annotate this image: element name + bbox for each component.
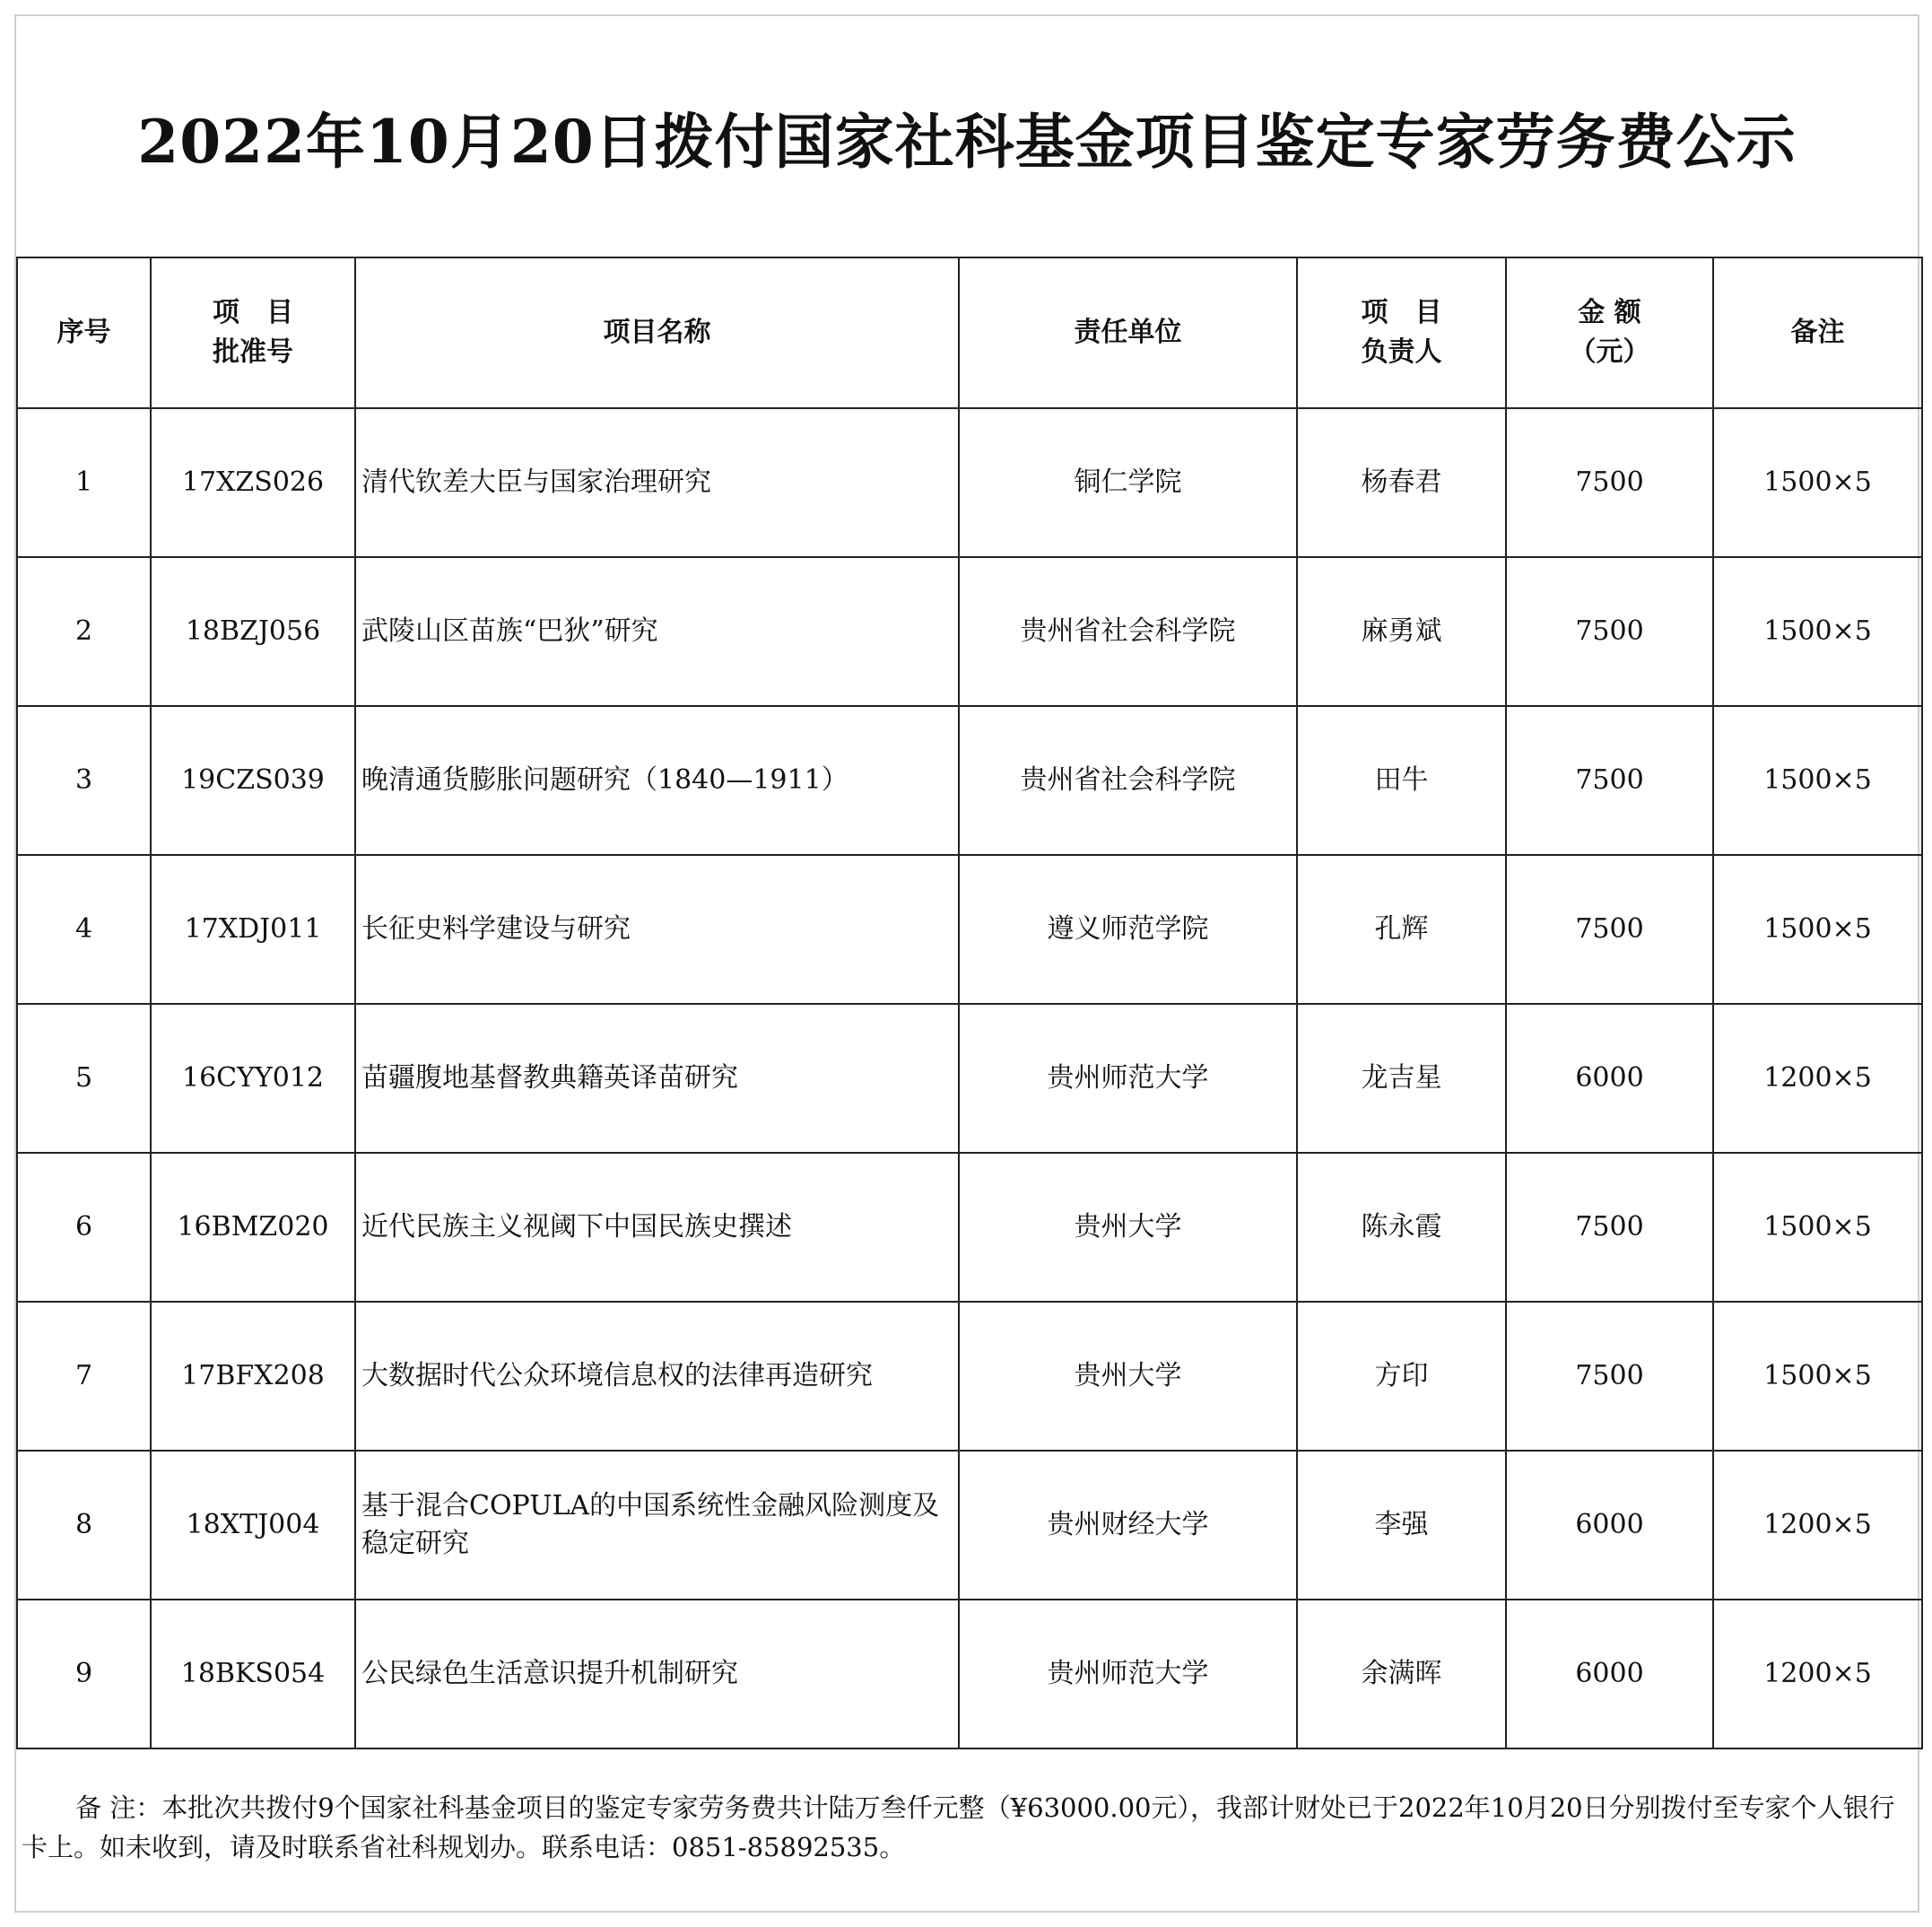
cell-amount: 7500 bbox=[1506, 855, 1713, 1004]
table-row bbox=[17, 1451, 1922, 1600]
cell-project-name: 苗疆腹地基督教典籍英译苗研究 bbox=[355, 1004, 959, 1153]
cell-leader: 杨春君 bbox=[1297, 408, 1506, 557]
cell-approval: 19CZS039 bbox=[151, 706, 355, 855]
cell-leader: 李强 bbox=[1297, 1451, 1506, 1600]
cell-approval: 17XZS026 bbox=[151, 408, 355, 557]
cell-project-name: 基于混合COPULA的中国系统性金融风险测度及稳定研究 bbox=[355, 1451, 959, 1600]
cell-leader: 龙吉星 bbox=[1297, 1004, 1506, 1153]
cell-unit: 遵义师范学院 bbox=[959, 855, 1297, 1004]
cell-project-name: 清代钦差大臣与国家治理研究 bbox=[355, 408, 959, 557]
cell-amount: 6000 bbox=[1506, 1004, 1713, 1153]
header-approval-number bbox=[151, 257, 355, 408]
cell-leader: 田牛 bbox=[1297, 706, 1506, 855]
header-leader bbox=[1297, 257, 1506, 408]
cell-remark: 1200×5 bbox=[1713, 1451, 1922, 1600]
header-seq: 序号 bbox=[17, 257, 151, 408]
cell-project-name: 近代民族主义视阈下中国民族史撰述 bbox=[355, 1153, 959, 1302]
cell-unit: 贵州省社会科学院 bbox=[959, 706, 1297, 855]
footnote-remark: 备 注：本批次共拨付9个国家社科基金项目的鉴定专家劳务费共计陆万叁仟元整（¥63000.00元），我部计财处已于2022年10月20日分别拨付至专家个人银行卡上。如未收到，请及时联系省社科规划办。联系电话：0851-85892535。 bbox=[22, 1792, 1895, 1862]
cell-amount: 7500 bbox=[1506, 1302, 1713, 1451]
cell-remark: 1500×5 bbox=[1713, 706, 1922, 855]
cell-project-name: 晚清通货膨胀问题研究（1840—1911） bbox=[355, 706, 959, 855]
header-approval-line2: 批准号 bbox=[213, 336, 293, 368]
cell-amount: 7500 bbox=[1506, 408, 1713, 557]
cell-amount: 7500 bbox=[1506, 557, 1713, 706]
table-row bbox=[17, 706, 1922, 855]
table-row bbox=[17, 1600, 1922, 1748]
cell-leader: 麻勇斌 bbox=[1297, 557, 1506, 706]
table-row bbox=[17, 557, 1922, 706]
cell-unit: 铜仁学院 bbox=[959, 408, 1297, 557]
cell-seq: 9 bbox=[17, 1600, 151, 1748]
cell-amount: 7500 bbox=[1506, 706, 1713, 855]
cell-leader: 陈永霞 bbox=[1297, 1153, 1506, 1302]
cell-unit: 贵州师范大学 bbox=[959, 1004, 1297, 1153]
cell-amount: 7500 bbox=[1506, 1153, 1713, 1302]
cell-project-name: 公民绿色生活意识提升机制研究 bbox=[355, 1600, 959, 1748]
cell-project-name: 大数据时代公众环境信息权的法律再造研究 bbox=[355, 1302, 959, 1451]
cell-approval: 17XDJ011 bbox=[151, 855, 355, 1004]
cell-seq: 5 bbox=[17, 1004, 151, 1153]
cell-approval: 18BKS054 bbox=[151, 1600, 355, 1748]
cell-leader: 方印 bbox=[1297, 1302, 1506, 1451]
document-sheet bbox=[14, 14, 1919, 1913]
header-remark: 备注 bbox=[1713, 257, 1922, 408]
cell-seq: 2 bbox=[17, 557, 151, 706]
cell-unit: 贵州大学 bbox=[959, 1302, 1297, 1451]
cell-unit: 贵州省社会科学院 bbox=[959, 557, 1297, 706]
page-title: 2022年10月20日拨付国家社科基金项目鉴定专家劳务费公示 bbox=[137, 106, 1797, 177]
cell-leader: 孔辉 bbox=[1297, 855, 1506, 1004]
table-row bbox=[17, 1302, 1922, 1451]
cell-approval: 18BZJ056 bbox=[151, 557, 355, 706]
cell-project-name: 武陵山区苗族“巴狄”研究 bbox=[355, 557, 959, 706]
cell-amount: 6000 bbox=[1506, 1600, 1713, 1748]
fee-table bbox=[16, 257, 1923, 1749]
cell-unit: 贵州大学 bbox=[959, 1153, 1297, 1302]
table-row bbox=[17, 1004, 1922, 1153]
table-row bbox=[17, 408, 1922, 557]
header-leader-line2: 负责人 bbox=[1361, 336, 1442, 368]
cell-approval: 17BFX208 bbox=[151, 1302, 355, 1451]
cell-approval: 16BMZ020 bbox=[151, 1153, 355, 1302]
cell-remark: 1500×5 bbox=[1713, 557, 1922, 706]
header-amount-line2: （元） bbox=[1569, 336, 1650, 368]
cell-seq: 4 bbox=[17, 855, 151, 1004]
cell-project-name: 长征史料学建设与研究 bbox=[355, 855, 959, 1004]
cell-remark: 1500×5 bbox=[1713, 1153, 1922, 1302]
cell-seq: 6 bbox=[17, 1153, 151, 1302]
cell-seq: 3 bbox=[17, 706, 151, 855]
header-unit: 责任单位 bbox=[959, 257, 1297, 408]
cell-unit: 贵州财经大学 bbox=[959, 1451, 1297, 1600]
cell-remark: 1200×5 bbox=[1713, 1004, 1922, 1153]
header-amount-line1: 金 额 bbox=[1578, 297, 1641, 328]
cell-unit: 贵州师范大学 bbox=[959, 1600, 1297, 1748]
header-approval-line1: 项 目 bbox=[213, 297, 293, 328]
cell-approval: 18XTJ004 bbox=[151, 1451, 355, 1600]
table-row bbox=[17, 855, 1922, 1004]
table-row bbox=[17, 1153, 1922, 1302]
header-project-name: 项目名称 bbox=[355, 257, 959, 408]
cell-approval: 16CYY012 bbox=[151, 1004, 355, 1153]
cell-amount: 6000 bbox=[1506, 1451, 1713, 1600]
table-header-row bbox=[17, 257, 1922, 408]
cell-remark: 1200×5 bbox=[1713, 1600, 1922, 1748]
cell-seq: 8 bbox=[17, 1451, 151, 1600]
header-leader-line1: 项 目 bbox=[1361, 297, 1442, 328]
cell-remark: 1500×5 bbox=[1713, 855, 1922, 1004]
cell-seq: 7 bbox=[17, 1302, 151, 1451]
cell-leader: 余满晖 bbox=[1297, 1600, 1506, 1748]
cell-remark: 1500×5 bbox=[1713, 1302, 1922, 1451]
cell-remark: 1500×5 bbox=[1713, 408, 1922, 557]
cell-seq: 1 bbox=[17, 408, 151, 557]
header-amount bbox=[1506, 257, 1713, 408]
